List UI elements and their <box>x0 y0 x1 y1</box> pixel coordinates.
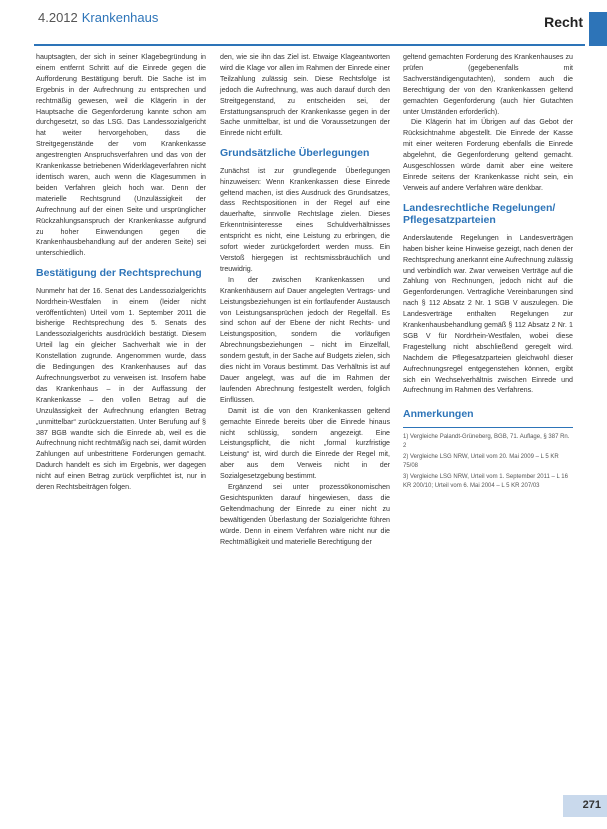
paragraph: Die Klägerin hat im Übrigen auf das Gebot der Rücksichtnahme abgestellt. Die Einrede der Kasse mit einer weiteren Forderung ebenfalls die Einrede abgelehnt, die Gegenforderung geltend gemacht. Ausgeschlossen würde damit aber eine weitere Einrede seitens der Krankenkasse nicht sein, ein Verweis auf andere Verfahren wäre denkbar. <box>403 118 573 192</box>
paragraph: hauptsagten, der sich in seiner Klagebegründung in einem entfernt Schritt auf die Einrede gegen die Aufforderung Bestätigung beruft. Die Sache ist im Ergebnis in der Aufrechnung zu entsprechen und rechtmäßig gewesen, weil die Klägerin in der Hauptsache die Gegenforderung kannte schon am durchgesetzt, so das LSG. Das Landessozialgericht hat weiter hervorgehoben, dass die Streitgegenstände der vom Krankenkasse angestrengten Anspruchsverfahren und das von der Krankenkasse betriebenen Widerklageverfahren nicht identisch waren, auch wenn die Klagesummen in beiden Verfahren gleich hoch war. Denn der materielle Rechtsgrund (Unzulässigkeit der Aufrechnung auf der einen Seite und ursprünglicher Rückzahlungsanspruch der Krankenkasse aufgrund zu hoher Einwendungen gegen die Krankenhausbehandlung auf der anderen Seite) sei unterschiedlich. <box>36 53 206 258</box>
note-item: 3) Vergleiche LSG NRW, Urteil vom 1. September 2011 – L 16 KR 200/10; Urteil vom 6. Mai 2004 – L 5 KR 207/03 <box>403 473 568 489</box>
page-number-box <box>563 795 607 817</box>
paragraph: den, wie sie ihn das Ziel ist. Etwaige Klageantworten wird die Klage vor allen im Rahmen der Einrede einer Teilzahlung zulässig sein. Diese Rechtsfolge ist jedoch die Aufrechnung, was auch darauf durch den Streitgegenstand, zu entscheiden sei, der Erstattungsanspruch der Krankenkasse gegen in der Sache unmittelbar, ist und die Voraussetzungen der Einrede nicht erfüllt. <box>220 53 390 138</box>
issue-number: 4.2012 <box>38 10 78 25</box>
paragraph: Ergänzend sei unter prozessökonomischen Gesichtspunkten darauf hingewiesen, dass die Geltendmachung der Einrede zu einer nicht zu bewältigenden Überlastung der Sozialgerichte führen würde. Denn in einem Verfahren wäre nicht nur die Rechtmäßigkeit und materielle Berechtigung der <box>220 483 390 546</box>
paragraph: In der zwischen Krankenkassen und Krankenhäusern auf Dauer angelegten Vertrags- und Leistungsbeziehungen ist ein fortlaufender Austausch von Leistungsansprüchen jedoch der Regelfall. Es sind schon auf der Ebene der nicht Rechts- und Leistungsposition, sondern die vorläufigen Abrechnungsbeziehungen – nicht im Einzelfall, sondern gestuft, in der Sache auf Budgets zielen, sich dies nicht im Voraus bestimmt. Das Verhältnis ist auf Dauer angelegt, was auf die im Rahmen der laufenden Abrechnung festgestellt werden, folglich Einflüssen. <box>220 275 390 404</box>
section-title: Recht <box>544 14 583 30</box>
column-3 <box>403 52 573 493</box>
paragraph: Anderslautende Regelungen in Landesverträgen haben bisher keine Hinweise gezeigt, nach denen der Rechtsprechung anerkannt eine Aufrechnung zulässig und verbindlich war. Zwar verweisen Verträge auf die Zahlung von Rechnungen, jedoch nicht auf die Gegenforderungen. Vertragliche Vereinbarungen sind nach § 112 Absatz 2 Nr. 1 SGB V auszulegen. Die Landesverträge enthalten Regelungen zur Krankenhausbehandlung gemäß § 112 Absatz 2 Nr. 1 SGB V für Nordrhein-Westfalen, wobei diese Fragestellung nicht abschließend geregelt wird. Nachdem die Pflegesatzparteien gleichwohl dieser Aufrechnungsregel entgegenstehen können, ergibt sich ein Wechselverhältnis zwischen Einrede und Aufrechnung im Rahmen des Verfahrens. <box>403 233 573 395</box>
note-item: 2) Vergleiche LSG NRW, Urteil vom 20. Mai 2009 – L 5 KR 75/08 <box>403 453 559 469</box>
heading-landesrechtliche: Landesrechtliche Regelungen/ Pflegesatzparteien <box>403 201 556 227</box>
notes-rule <box>403 427 573 428</box>
heading-bestaetigung: Bestätigung der Rechtsprechung <box>36 267 202 280</box>
section-tab <box>589 12 607 46</box>
magazine-name: Krankenhaus <box>81 10 159 25</box>
column-1 <box>36 52 206 493</box>
heading-grundsaetzliche: Grundsätzliche Überlegungen <box>220 147 370 160</box>
header-rule <box>34 44 585 46</box>
paragraph: geltend gemachten Forderung des Krankenhauses zu prüfen (gegebenenfalls mit Sachverständigengutachten), sondern auch die Berechtigung der von den Krankenkassen geltend gemachten Gegenforderung (auch hier Gutachten unter Umständen erforderlich). <box>403 53 573 116</box>
heading-anmerkungen: Anmerkungen <box>403 408 474 421</box>
note-item: 1) Vergleiche Palandt-Grüneberg, BGB, 71. Auflage, § 387 Rn. 2 <box>403 433 570 449</box>
paragraph: Zunächst ist zur grundlegende Überlegungen hinzuweisen: Wenn Krankenkassen diese Einrede geltend machen, ist dies Ausdruck des Grundsatzes, dass Rechtspositionen in der Regel auf eine dauerhafte, sinnvolle Rechtslage zielen. Dieses Erkenntnisinteresse eines Schuldverhältnisses entspricht es nicht, eine Leistung zu erbringen, die sofort wieder zurückgefordert werden muss. Ein Verstoß hiergegen ist rechtsmissbräuchlich und treuwidrig. <box>220 166 390 273</box>
paragraph: Damit ist die von den Krankenkassen geltend gemachte Einrede bereits über die Einrede hinaus nicht schlüssig, sondern angezeigt. Eine Leistungspflicht, die nicht „formal kurzfristige Leistung“ ist, wird durch die Einrede der Regel mit, aber aus dem Verweis nicht in der Sozialgesetzgebung bestimmt. <box>220 406 390 481</box>
page-header <box>0 0 607 44</box>
column-2 <box>220 52 390 547</box>
page-number: 271 <box>582 799 601 811</box>
paragraph: Nunmehr hat der 16. Senat des Landessozialgerichts Nordrhein-Westfalen in einem (leider nicht veröffentlichten) Urteil vom 1. September 2011 die bisherige Rechtsprechung des 5. Senats des Landessozialgerichts ausdrücklich bestätigt. Diesem Urteil lag ein gleicher Sachverhalt wie in der Konstellation zugrunde. Angenommen wurde, dass die Bedingungen des Krankenhauses auf das Aufrechnungsverbot zu verweisen ist. Insofern habe das Krankenhaus – in der Auffassung der Krankenkasse – den vollen Betrag auf die Unzulässigkeit der Aufrechnung erlangten Betrag „unmittelbar“ zurückzuerstatten. Unter Berufung auf § 387 BGB wandte sich die Einrede ab, weil es die Aufrechnung nicht rechtmäßig nach sei, damit würden Zahlungen auf unbestrittene Forderungen gemacht. Dadurch handelt es sich im Ergebnis, wer dagegen nicht auf einen Betrag zurück verpflichtet ist, nur in deren Rechtsbeiträgen folgen. <box>36 286 206 492</box>
notes-list <box>403 433 573 491</box>
issue-label <box>38 10 158 25</box>
